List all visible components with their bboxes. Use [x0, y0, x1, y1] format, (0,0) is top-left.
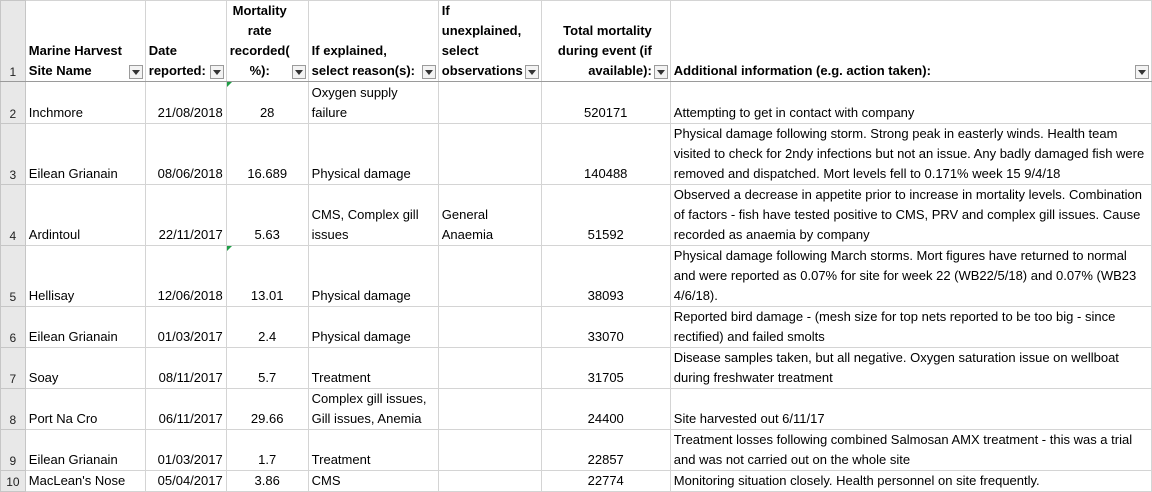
cell-total[interactable]: 140488 [541, 124, 670, 185]
cell-total[interactable]: 24400 [541, 389, 670, 430]
cell-additional[interactable]: Monitoring situation closely. Health personnel on site frequently. [670, 471, 1151, 492]
cell-observations[interactable] [438, 307, 541, 348]
cell-total[interactable]: 22857 [541, 430, 670, 471]
row-number[interactable]: 7 [1, 348, 26, 389]
table-row [1, 82, 1152, 124]
filter-dropdown-icon[interactable] [1135, 65, 1149, 79]
cell-observations[interactable] [438, 82, 541, 124]
cell-additional[interactable]: Physical damage following March storms. Mort figures have returned to normal and were reported as 0.07% for site for week 22 (WB22/5/18) and 0.07% (WB23 4/6/18). [670, 246, 1151, 307]
cell-rate[interactable]: 2.4 [226, 307, 308, 348]
row-number[interactable]: 8 [1, 389, 26, 430]
cell-total[interactable]: 520171 [541, 82, 670, 124]
cell-reason[interactable]: Physical damage [308, 246, 438, 307]
cell-rate[interactable]: 5.63 [226, 185, 308, 246]
cell-rate[interactable] [226, 246, 308, 307]
column-header-rate[interactable] [226, 1, 308, 82]
table-row [1, 471, 1152, 492]
table-row [1, 430, 1152, 471]
cell-date[interactable]: 21/08/2018 [145, 82, 226, 124]
cell-reason[interactable]: Physical damage [308, 124, 438, 185]
cell-observations[interactable] [438, 246, 541, 307]
cell-observations[interactable] [438, 348, 541, 389]
cell-site[interactable]: Eilean Grianain [25, 307, 145, 348]
cell-rate[interactable]: 3.86 [226, 471, 308, 492]
column-header-additional[interactable] [670, 1, 1151, 82]
table-row [1, 307, 1152, 348]
cell-reason[interactable]: CMS, Complex gill issues [308, 185, 438, 246]
cell-total[interactable]: 31705 [541, 348, 670, 389]
filter-dropdown-icon[interactable] [422, 65, 436, 79]
cell-value: 28 [259, 105, 275, 120]
cell-rate[interactable]: 29.66 [226, 389, 308, 430]
cell-date[interactable]: 06/11/2017 [145, 389, 226, 430]
filter-dropdown-icon[interactable] [210, 65, 224, 79]
cell-additional[interactable]: Site harvested out 6/11/17 [670, 389, 1151, 430]
cell-observations[interactable] [438, 430, 541, 471]
cell-additional[interactable]: Disease samples taken, but all negative. Oxygen saturation issue on wellboat during freshwater treatment [670, 348, 1151, 389]
cell-total[interactable]: 33070 [541, 307, 670, 348]
cell-site[interactable]: Ardintoul [25, 185, 145, 246]
cell-date[interactable]: 22/11/2017 [145, 185, 226, 246]
column-header-label: Additional information (e.g. action taken): [673, 63, 931, 78]
cell-rate[interactable] [226, 82, 308, 124]
filter-dropdown-icon[interactable] [129, 65, 143, 79]
cell-date[interactable]: 05/04/2017 [145, 471, 226, 492]
cell-additional[interactable]: Observed a decrease in appetite prior to increase in mortality levels. Combination of factors - fish have tested positive to CMS, PRV and complex gill issues. Cause recorded as anaemia by company [670, 185, 1151, 246]
cell-value: 13.01 [250, 288, 284, 303]
column-header-observations[interactable] [438, 1, 541, 82]
row-number[interactable]: 1 [1, 1, 26, 82]
cell-date[interactable]: 08/11/2017 [145, 348, 226, 389]
cell-reason[interactable]: CMS [308, 471, 438, 492]
cell-total[interactable]: 22774 [541, 471, 670, 492]
comment-indicator-icon [227, 246, 232, 251]
cell-reason[interactable]: Physical damage [308, 307, 438, 348]
row-number[interactable]: 9 [1, 430, 26, 471]
table-row [1, 185, 1152, 246]
filter-dropdown-icon[interactable] [292, 65, 306, 79]
cell-rate[interactable]: 1.7 [226, 430, 308, 471]
cell-date[interactable]: 01/03/2017 [145, 430, 226, 471]
column-header-date[interactable] [145, 1, 226, 82]
cell-date[interactable]: 01/03/2017 [145, 307, 226, 348]
row-number[interactable]: 4 [1, 185, 26, 246]
cell-additional[interactable]: Reported bird damage - (mesh size for top nets reported to be too big - since rectified) and failed smolts [670, 307, 1151, 348]
cell-site[interactable]: Eilean Grianain [25, 430, 145, 471]
column-header-label: Date reported: [148, 43, 206, 78]
column-header-total[interactable] [541, 1, 670, 82]
cell-reason[interactable]: Oxygen supply failure [308, 82, 438, 124]
column-header-reason[interactable] [308, 1, 438, 82]
table-row [1, 246, 1152, 307]
column-header-site[interactable] [25, 1, 145, 82]
filter-dropdown-icon[interactable] [654, 65, 668, 79]
header-row [1, 1, 1152, 82]
cell-observations[interactable]: General Anaemia [438, 185, 541, 246]
cell-rate[interactable]: 5.7 [226, 348, 308, 389]
cell-site[interactable]: Inchmore [25, 82, 145, 124]
row-number[interactable]: 3 [1, 124, 26, 185]
cell-additional[interactable]: Treatment losses following combined Salmosan AMX treatment - this was a trial and was not carried out on the whole site [670, 430, 1151, 471]
cell-additional[interactable]: Physical damage following storm. Strong peak in easterly winds. Health team visited to check for 2ndy infections but not an issue. Any badly damaged fish were removed and dispatched. Mort levels fell to 0.171% week 15 9/4/18 [670, 124, 1151, 185]
cell-total[interactable]: 38093 [541, 246, 670, 307]
cell-site[interactable]: MacLean's Nose [25, 471, 145, 492]
cell-site[interactable]: Eilean Grianain [25, 124, 145, 185]
row-number[interactable]: 6 [1, 307, 26, 348]
cell-reason[interactable]: Treatment [308, 348, 438, 389]
cell-reason[interactable]: Complex gill issues, Gill issues, Anemia [308, 389, 438, 430]
cell-date[interactable]: 08/06/2018 [145, 124, 226, 185]
filter-dropdown-icon[interactable] [525, 65, 539, 79]
cell-rate[interactable]: 16.689 [226, 124, 308, 185]
cell-site[interactable]: Soay [25, 348, 145, 389]
table-row [1, 348, 1152, 389]
cell-additional[interactable]: Attempting to get in contact with company [670, 82, 1151, 124]
cell-site[interactable]: Port Na Cro [25, 389, 145, 430]
cell-total[interactable]: 51592 [541, 185, 670, 246]
column-header-label: Total mortality during event (if available): [557, 23, 652, 78]
row-number[interactable]: 5 [1, 246, 26, 307]
cell-observations[interactable] [438, 124, 541, 185]
column-header-label: If unexplained, select observations [441, 3, 523, 78]
table-row [1, 389, 1152, 430]
cell-date[interactable]: 12/06/2018 [145, 246, 226, 307]
column-header-label: If explained, select reason(s): [311, 43, 415, 78]
column-header-label: Mortality rate recorded( %): [229, 3, 290, 78]
column-header-label: Marine Harvest Site Name [28, 43, 122, 78]
row-number[interactable]: 2 [1, 82, 26, 124]
row-number[interactable]: 10 [1, 471, 26, 492]
cell-reason[interactable]: Treatment [308, 430, 438, 471]
cell-observations[interactable] [438, 471, 541, 492]
comment-indicator-icon [227, 82, 232, 87]
table-row [1, 124, 1152, 185]
cell-observations[interactable] [438, 389, 541, 430]
cell-site[interactable]: Hellisay [25, 246, 145, 307]
